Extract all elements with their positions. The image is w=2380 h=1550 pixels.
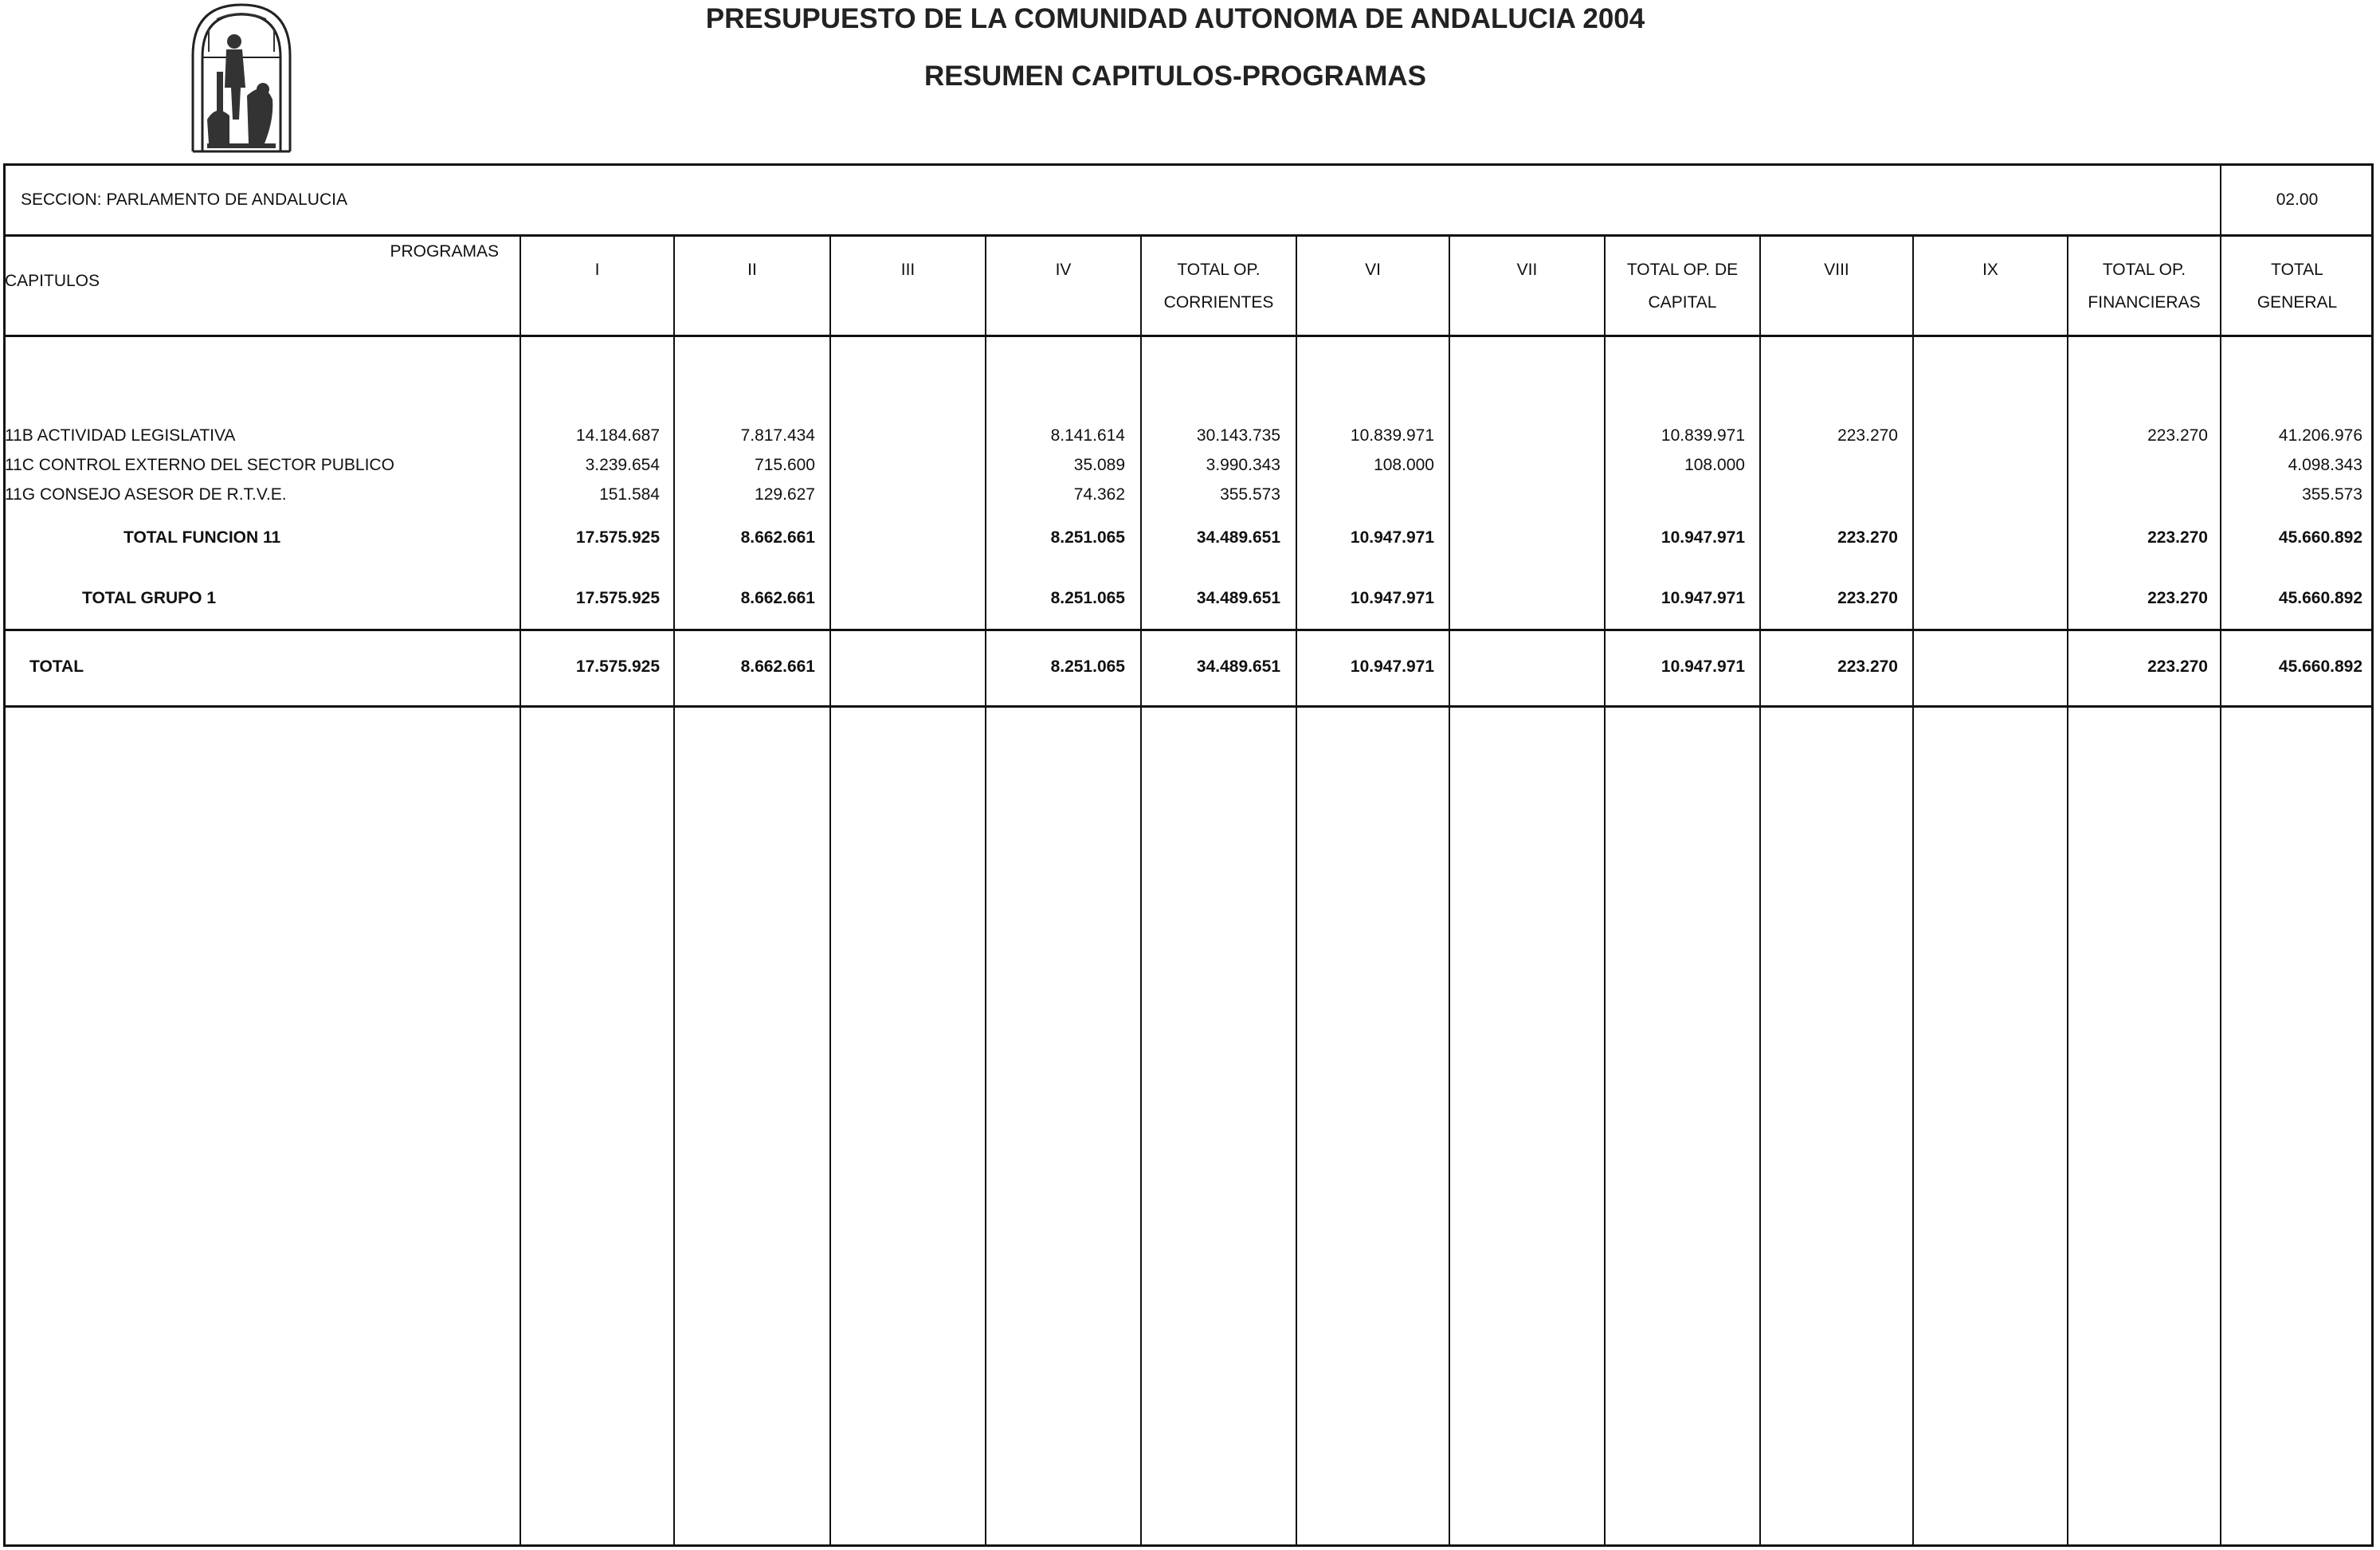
table-cell: 10.947.971 [1350,589,1434,607]
header-col-viii: VIII [1824,261,1849,279]
header-col-total-capital-1: TOTAL OP. DE [1626,261,1739,279]
table-cell: 223.270 [2147,589,2208,607]
divider-total-bottom [3,705,2374,708]
table-cell: 8.141.614 [1050,426,1125,445]
table-cell: 34.489.651 [1196,528,1280,547]
table-cell: 8.251.065 [1050,589,1125,607]
row-label: 11B ACTIVIDAD LEGISLATIVA [5,426,236,445]
table-cell: 17.575.925 [575,528,660,547]
table-cell: 10.947.971 [1661,657,1745,676]
col-divider [1912,235,1914,1547]
table-cell: 355.573 [1220,485,1280,504]
table-cell: 34.489.651 [1196,657,1280,676]
table-cell: 8.251.065 [1050,657,1125,676]
table-cell: 35.089 [1073,456,1125,474]
header-col-total-financieras-1: TOTAL OP. [2102,261,2186,279]
table-cell: 8.662.661 [740,657,815,676]
header-col-total-financieras-2: FINANCIERAS [2088,293,2201,312]
header-capitulos: CAPITULOS [5,272,100,290]
table-cell: 34.489.651 [1196,589,1280,607]
budget-table-frame [3,163,2374,1547]
table-cell: 74.362 [1073,485,1125,504]
table-cell: 355.573 [2302,485,2362,504]
table-cell: 10.947.971 [1661,589,1745,607]
table-cell: 223.270 [2147,426,2208,445]
table-cell: 10.947.971 [1350,657,1434,676]
header-col-total-capital-2: CAPITAL [1648,293,1717,312]
table-cell: 10.947.971 [1661,528,1745,547]
divider-header [3,335,2374,337]
table-cell: 8.662.661 [740,589,815,607]
table-cell: 223.270 [1837,528,1898,547]
header-col-total-corrientes-1: TOTAL OP. [1177,261,1261,279]
table-cell: 17.575.925 [575,589,660,607]
table-cell: 223.270 [2147,528,2208,547]
row-label: 11G CONSEJO ASESOR DE R.T.V.E. [5,485,287,504]
table-cell: 45.660.892 [2278,589,2362,607]
section-code: 02.00 [2276,190,2319,209]
header-col-ii: II [747,261,757,279]
table-cell: 715.600 [755,456,815,474]
header-col-i: I [594,261,600,279]
table-cell: 3.990.343 [1206,456,1280,474]
header-col-vii: VII [1516,261,1538,279]
table-cell: 3.239.654 [585,456,660,474]
divider-total-top [3,629,2374,631]
section-label: SECCION: PARLAMENTO DE ANDALUCIA [21,190,347,209]
header-col-total-general-2: GENERAL [2256,293,2338,312]
table-cell: 8.251.065 [1050,528,1125,547]
row-label: TOTAL [29,657,84,676]
header-col-iii: III [900,261,916,279]
table-cell: 223.270 [2147,657,2208,676]
table-cell: 10.839.971 [1661,426,1745,445]
table-cell: 151.584 [599,485,660,504]
header-col-total-general-1: TOTAL [2271,261,2323,279]
col-divider [829,235,831,1547]
table-cell: 45.660.892 [2278,528,2362,547]
table-cell: 17.575.925 [575,657,660,676]
header-col-total-corrientes-2: CORRIENTES [1163,293,1274,312]
table-cell: 223.270 [1837,426,1898,445]
table-cell: 45.660.892 [2278,657,2362,676]
page-title: PRESUPUESTO DE LA COMUNIDAD AUTONOMA DE ANDALUCIA 2004 [705,3,1645,34]
header-col-iv: IV [1055,261,1072,279]
header-col-vi: VI [1365,261,1381,279]
junta-de-andalucia-logo-icon [185,0,298,156]
table-cell: 223.270 [1837,589,1898,607]
table-cell: 129.627 [755,485,815,504]
header-col-ix: IX [1982,261,1998,279]
table-cell: 10.947.971 [1350,528,1434,547]
row-label: 11C CONTROL EXTERNO DEL SECTOR PUBLICO [5,456,394,474]
col-divider [1449,235,1450,1547]
table-cell: 223.270 [1837,657,1898,676]
table-cell: 108.000 [1374,456,1434,474]
divider-section [3,234,2374,237]
page-subtitle: RESUMEN CAPITULOS-PROGRAMAS [923,61,1427,92]
table-cell: 10.839.971 [1350,426,1434,445]
row-label: TOTAL GRUPO 1 [82,589,217,607]
header-programas: PROGRAMAS [390,242,499,261]
table-cell: 8.662.661 [740,528,815,547]
table-cell: 30.143.735 [1196,426,1280,445]
row-label: TOTAL FUNCION 11 [124,528,281,547]
table-cell: 14.184.687 [575,426,660,445]
table-cell: 41.206.976 [2278,426,2362,445]
table-cell: 7.817.434 [740,426,815,445]
table-cell: 4.098.343 [2288,456,2362,474]
table-cell: 108.000 [1684,456,1745,474]
